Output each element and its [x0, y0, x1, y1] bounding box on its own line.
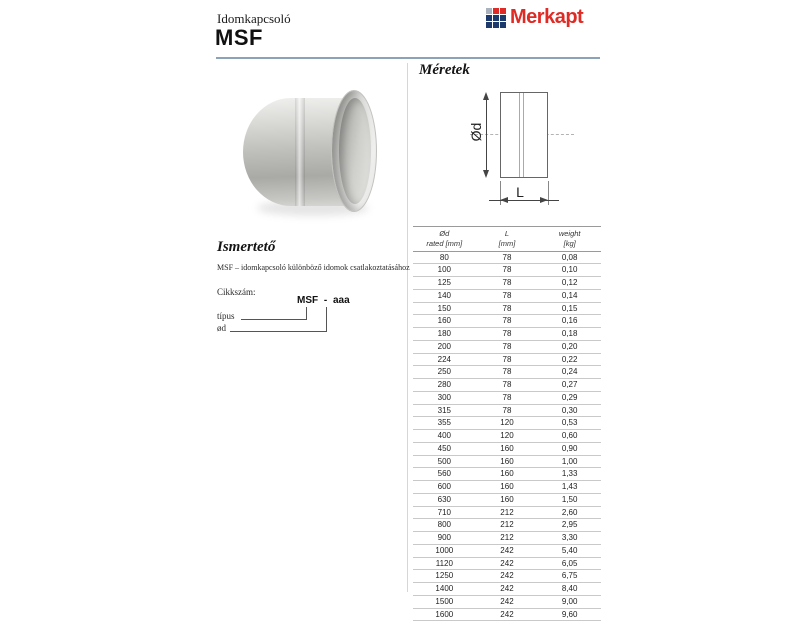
table-cell: 212 — [476, 519, 539, 532]
table-cell: 160 — [476, 493, 539, 506]
table-cell: 600 — [413, 481, 476, 494]
product-photo — [243, 88, 383, 220]
table-cell: 1,50 — [538, 493, 601, 506]
size-table — [413, 226, 601, 621]
table-cell: 120 — [476, 430, 539, 443]
table-row — [413, 264, 601, 277]
product-category: Idomkapcsoló — [217, 11, 291, 26]
table-cell: 9,60 — [538, 608, 601, 621]
table-row — [413, 583, 601, 596]
table-header-row — [413, 227, 601, 252]
table-row — [413, 557, 601, 570]
table-row — [413, 570, 601, 583]
table-row — [413, 251, 601, 264]
table-row — [413, 506, 601, 519]
table-cell: 400 — [413, 430, 476, 443]
table-cell: 2,95 — [538, 519, 601, 532]
column-header-weight: weight [kg] — [538, 227, 601, 252]
table-cell: 800 — [413, 519, 476, 532]
table-cell: 160 — [413, 315, 476, 328]
table-cell: 6,75 — [538, 570, 601, 583]
table-cell: 0,90 — [538, 442, 601, 455]
table-row — [413, 302, 601, 315]
arrow-up-icon — [483, 92, 489, 100]
diameter-dimension-label: Ød — [468, 122, 484, 142]
logo-grid-cell — [486, 15, 492, 21]
arrow-right-icon — [540, 197, 548, 203]
size-table-body — [413, 251, 601, 621]
table-row — [413, 289, 601, 302]
brand-name: Merkapt — [510, 6, 584, 28]
table-row — [413, 353, 601, 366]
table-cell: 78 — [476, 379, 539, 392]
length-dimension-label: L — [516, 184, 524, 200]
table-cell: 1000 — [413, 544, 476, 557]
logo-grid-cell — [493, 15, 499, 21]
table-cell: 355 — [413, 417, 476, 430]
table-cell: 100 — [413, 264, 476, 277]
table-cell: 242 — [476, 595, 539, 608]
table-row — [413, 417, 601, 430]
table-cell: 242 — [476, 544, 539, 557]
table-cell: 3,30 — [538, 532, 601, 545]
table-cell: 0,10 — [538, 264, 601, 277]
table-cell: 180 — [413, 328, 476, 341]
diameter-dimension-line — [486, 97, 487, 173]
table-cell: 160 — [476, 481, 539, 494]
drawing-seam-line — [523, 93, 524, 177]
table-cell: 125 — [413, 277, 476, 290]
logo-grid-cell — [500, 15, 506, 21]
table-row — [413, 544, 601, 557]
table-cell: 242 — [476, 608, 539, 621]
table-cell: 150 — [413, 302, 476, 315]
logo-grid-cell — [500, 8, 506, 14]
page-title: MSF — [215, 25, 263, 50]
table-row — [413, 404, 601, 417]
table-cell: 1400 — [413, 583, 476, 596]
table-row — [413, 493, 601, 506]
table-cell: 0,18 — [538, 328, 601, 341]
table-cell: 1500 — [413, 595, 476, 608]
arrow-down-icon — [483, 170, 489, 178]
table-cell: 1600 — [413, 608, 476, 621]
table-row — [413, 366, 601, 379]
logo-grid-cell — [500, 22, 506, 28]
table-cell: 900 — [413, 532, 476, 545]
column-header-diameter: Ød rated [mm] — [413, 227, 476, 252]
table-cell: 500 — [413, 455, 476, 468]
intro-heading: Ismertető — [217, 239, 276, 255]
table-cell: 160 — [476, 442, 539, 455]
table-cell: 78 — [476, 391, 539, 404]
sku-diameter-label: ød — [217, 323, 226, 333]
sku-callout-line-diameter — [230, 307, 327, 332]
table-cell: 280 — [413, 379, 476, 392]
table-cell: 0,24 — [538, 366, 601, 379]
table-cell: 212 — [476, 506, 539, 519]
table-cell: 120 — [476, 417, 539, 430]
table-row — [413, 455, 601, 468]
table-cell: 315 — [413, 404, 476, 417]
table-cell: 0,53 — [538, 417, 601, 430]
table-row — [413, 315, 601, 328]
table-cell: 160 — [476, 468, 539, 481]
table-cell: 200 — [413, 340, 476, 353]
table-row — [413, 468, 601, 481]
table-cell: 0,20 — [538, 340, 601, 353]
table-cell: 9,00 — [538, 595, 601, 608]
table-cell: 78 — [476, 366, 539, 379]
table-cell: 450 — [413, 442, 476, 455]
table-cell: 78 — [476, 289, 539, 302]
table-cell: 0,16 — [538, 315, 601, 328]
brand-logo — [486, 6, 583, 29]
table-cell: 212 — [476, 532, 539, 545]
table-row — [413, 277, 601, 290]
arrow-left-icon — [500, 197, 508, 203]
table-cell: 0,15 — [538, 302, 601, 315]
table-cell: 6,05 — [538, 557, 601, 570]
table-row — [413, 532, 601, 545]
table-cell: 78 — [476, 404, 539, 417]
table-cell: 78 — [476, 353, 539, 366]
table-cell: 0,29 — [538, 391, 601, 404]
extension-line-right — [548, 181, 549, 205]
table-row — [413, 608, 601, 621]
logo-grid-cell — [493, 8, 499, 14]
table-cell: 2,60 — [538, 506, 601, 519]
table-cell: 0,22 — [538, 353, 601, 366]
table-cell: 224 — [413, 353, 476, 366]
table-cell: 0,08 — [538, 251, 601, 264]
table-cell: 1,43 — [538, 481, 601, 494]
table-cell: 0,12 — [538, 277, 601, 290]
sku-pattern: MSF - aaa — [297, 295, 350, 306]
table-row — [413, 519, 601, 532]
column-divider — [407, 63, 408, 592]
sku-label: Cikkszám: — [217, 287, 256, 297]
table-row — [413, 328, 601, 341]
table-cell: 78 — [476, 277, 539, 290]
table-cell: 1250 — [413, 570, 476, 583]
logo-grid-icon — [486, 8, 506, 28]
table-cell: 1,00 — [538, 455, 601, 468]
table-cell: 250 — [413, 366, 476, 379]
table-cell: 78 — [476, 315, 539, 328]
sku-type-label: típus — [217, 311, 235, 321]
table-cell: 8,40 — [538, 583, 601, 596]
table-row — [413, 595, 601, 608]
table-cell: 0,27 — [538, 379, 601, 392]
table-cell: 78 — [476, 340, 539, 353]
table-cell: 0,30 — [538, 404, 601, 417]
table-cell: 242 — [476, 557, 539, 570]
table-row — [413, 391, 601, 404]
column-header-length: L [mm] — [476, 227, 539, 252]
logo-grid-cell — [486, 8, 492, 14]
dimensions-heading: Méretek — [419, 62, 470, 78]
table-cell: 630 — [413, 493, 476, 506]
table-cell: 1,33 — [538, 468, 601, 481]
table-row — [413, 481, 601, 494]
table-row — [413, 442, 601, 455]
coupling-opening — [339, 98, 371, 204]
product-description: MSF – idomkapcsoló különböző idomok csatlakoztatásához — [217, 263, 410, 272]
table-cell: 78 — [476, 302, 539, 315]
table-cell: 80 — [413, 251, 476, 264]
table-row — [413, 379, 601, 392]
table-cell: 5,40 — [538, 544, 601, 557]
table-cell: 0,14 — [538, 289, 601, 302]
table-cell: 710 — [413, 506, 476, 519]
coupling-seam — [295, 98, 305, 206]
logo-grid-cell — [486, 22, 492, 28]
table-cell: 300 — [413, 391, 476, 404]
table-cell: 140 — [413, 289, 476, 302]
logo-grid-cell — [493, 22, 499, 28]
table-cell: 0,60 — [538, 430, 601, 443]
table-row — [413, 430, 601, 443]
table-cell: 242 — [476, 570, 539, 583]
table-cell: 78 — [476, 328, 539, 341]
table-cell: 242 — [476, 583, 539, 596]
table-cell: 560 — [413, 468, 476, 481]
header-divider — [216, 57, 600, 59]
drawing-coupling-outline — [500, 92, 548, 178]
drawing-seam-line — [519, 93, 520, 177]
table-row — [413, 340, 601, 353]
table-cell: 78 — [476, 251, 539, 264]
table-cell: 78 — [476, 264, 539, 277]
table-cell: 160 — [476, 455, 539, 468]
table-cell: 1120 — [413, 557, 476, 570]
